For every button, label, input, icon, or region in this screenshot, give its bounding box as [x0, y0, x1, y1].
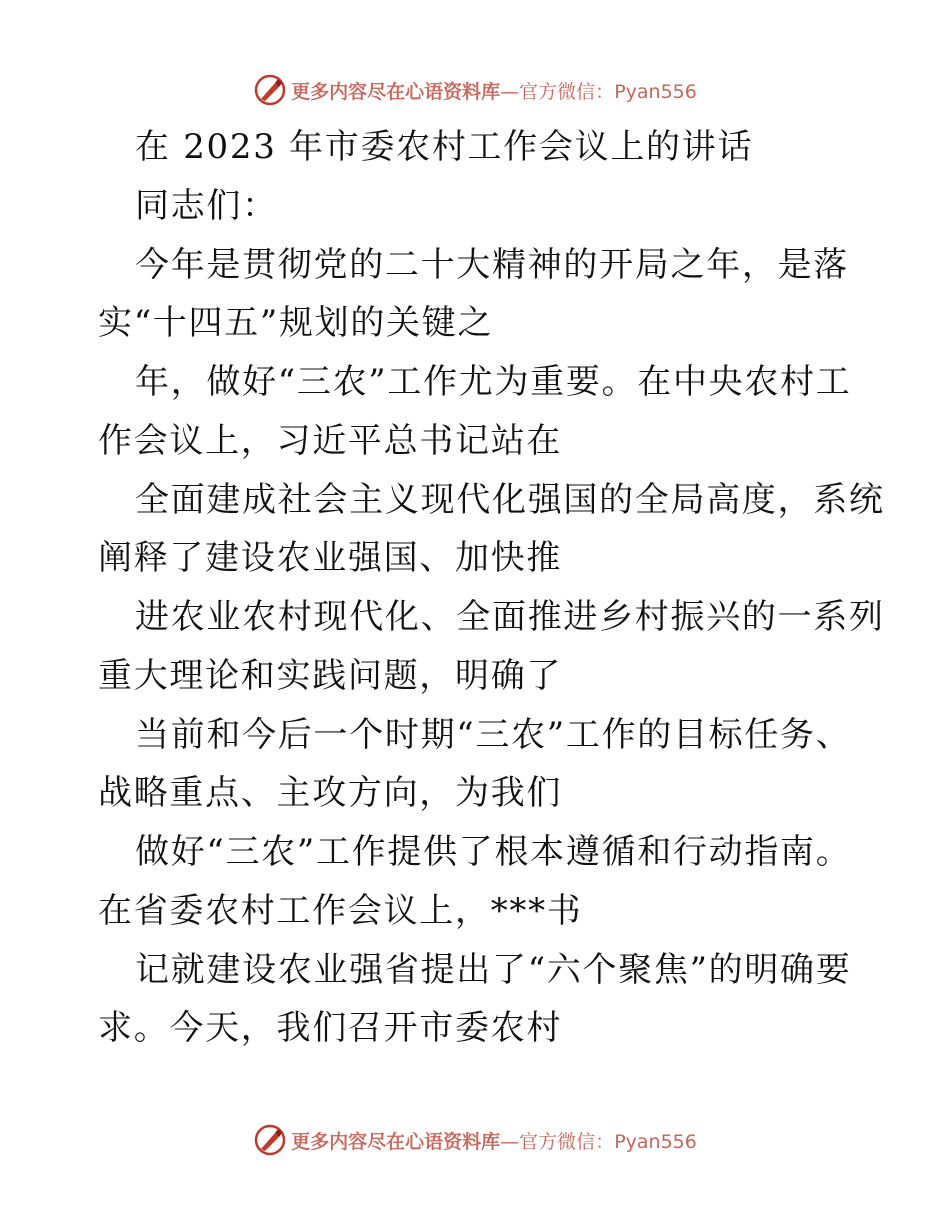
watermark-sub: 官方微信：	[519, 1130, 615, 1153]
text-line: 实“十四五”规划的关键之	[98, 303, 494, 343]
text-line: 做好“三农”工作提供了根本遵循和行动指南。	[135, 832, 852, 872]
watermark-text	[291, 1127, 697, 1154]
footer-watermark	[0, 1120, 950, 1160]
document-title: 在 2023 年市委农村工作会议上的讲话	[135, 127, 754, 167]
watermark-brand: Pyan556	[614, 80, 697, 103]
text-line: 作会议上，习近平总书记站在	[98, 421, 563, 461]
watermark-brand: Pyan556	[614, 1130, 697, 1153]
text-line: 记就建设农业强省提出了“六个聚焦”的明确要	[135, 950, 852, 990]
watermark-main: 更多内容尽在心语资料库	[291, 1130, 501, 1153]
watermark-sub: 官方微信：	[519, 80, 615, 103]
text-line: 今年是贯彻党的二十大精神的开局之年，是落	[135, 245, 849, 285]
text-line: 当前和今后一个时期“三农”工作的目标任务、	[135, 715, 852, 755]
watermark-separator: —	[500, 1130, 520, 1153]
salutation: 同志们：	[135, 186, 278, 226]
watermark-main: 更多内容尽在心语资料库	[291, 80, 501, 103]
text-line: 在省委农村工作会议上，***书	[98, 891, 583, 931]
text-line: 求。今天，我们召开市委农村	[98, 1008, 563, 1048]
text-line: 阐释了建设农业强国、加快推	[98, 538, 563, 578]
text-line: 进农业农村现代化、全面推进乡村振兴的一系列	[135, 597, 885, 637]
text-line: 重大理论和实践问题，明确了	[98, 656, 563, 696]
pen-logo-icon	[253, 1123, 287, 1157]
text-line: 全面建成社会主义现代化强国的全局高度，系统	[135, 480, 885, 520]
text-line: 年，做好“三农”工作尤为重要。在中央农村工	[135, 362, 852, 402]
text-line: 战略重点、主攻方向，为我们	[98, 773, 563, 813]
watermark-separator: —	[500, 80, 520, 103]
